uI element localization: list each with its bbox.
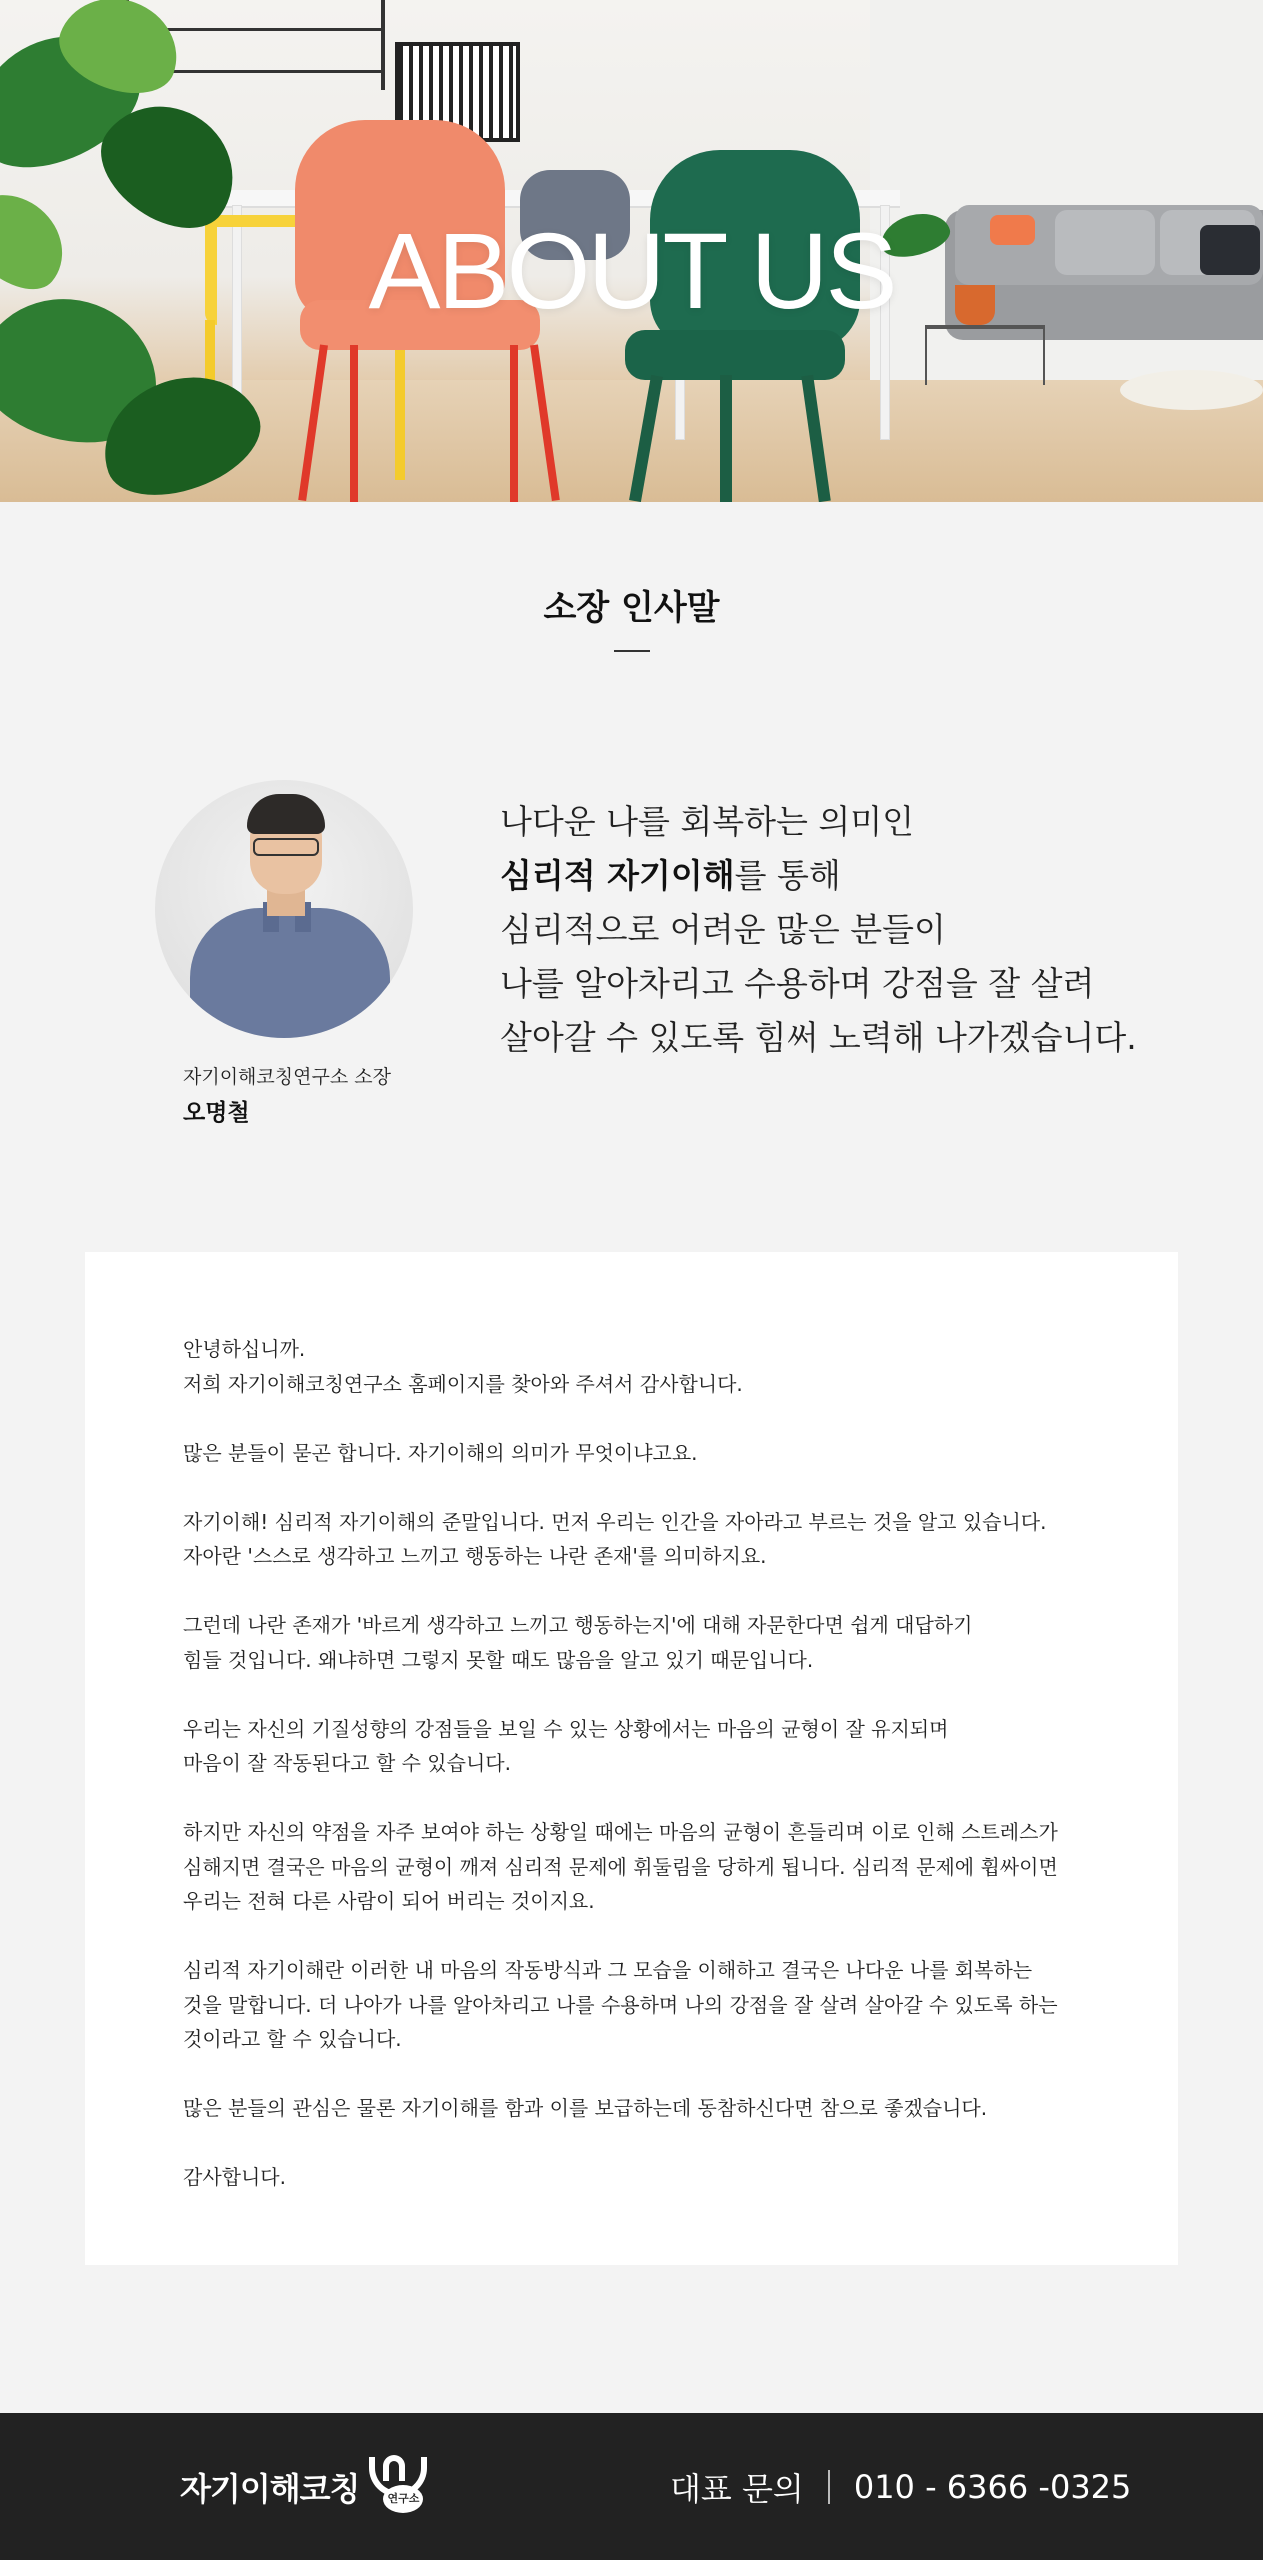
letter-paragraph	[183, 1815, 1103, 1919]
motto-line: 살아갈 수 있도록 힘써 노력해 나가겠습니다.	[500, 1018, 1137, 1057]
hero-title: ABOUT US	[368, 210, 895, 331]
motto-highlight: 심리적 자기이해	[500, 856, 735, 895]
brand-mark-icon	[363, 2455, 433, 2519]
motto-line: 나다운 나를 회복하는 의미인	[500, 802, 915, 841]
letter-line: 힘들 것입니다. 왜냐하면 그렇지 못할 때도 많음을 알고 있기 때문입니다.	[183, 1647, 814, 1672]
letter-line: 안녕하십니까.	[183, 1337, 306, 1361]
letter-line: 많은 분들이 묻곤 합니다. 자기이해의 의미가 무엇이냐고요.	[183, 1440, 698, 1465]
contact-phone[interactable]: 010 - 6366 -0325	[853, 2468, 1132, 2506]
brand-name: 자기이해코칭	[180, 2470, 360, 2508]
hero-side-table	[925, 325, 1045, 385]
letter-line: 많은 분들의 관심은 물론 자기이해를 함과 이를 보급하는데 동참하신다면 참으로 좋겠습니다.	[183, 2096, 988, 2120]
greeting-letter	[183, 1332, 1103, 2229]
hero-rug	[1120, 370, 1263, 410]
motto-line	[500, 849, 1220, 903]
letter-line: 저희 자기이해코칭연구소 홈페이지를 찾아와 주셔서 감사합니다.	[183, 1371, 743, 1396]
footer-brand-logo[interactable]	[180, 2459, 433, 2515]
brand-badge: 연구소	[383, 2485, 423, 2513]
letter-line: 그런데 나란 존재가 '바르게 생각하고 느끼고 행동하는지'에 대해 자문한다면 쉽게 대답하기	[183, 1613, 973, 1637]
letter-paragraph	[183, 1436, 1103, 1471]
director-photo	[155, 780, 413, 1038]
footer-contact	[670, 2459, 1131, 2515]
director-role: 자기이해코칭연구소 소장	[183, 1066, 391, 1088]
letter-line: 하지만 자신의 약점을 자주 보여야 하는 상황일 때에는 마음의 균형이 흔들리며 이로 인해 스트레스가	[183, 1820, 1058, 1844]
letter-line: 마음이 잘 작동된다고 할 수 있습니다.	[183, 1751, 511, 1775]
letter-line: 우리는 자신의 기질성향의 강점들을 보일 수 있는 상황에서는 마음의 균형이 잘 유지되며	[183, 1716, 949, 1741]
letter-paragraph	[183, 1953, 1103, 2057]
letter-line: 심리적 자기이해란 이러한 내 마음의 작동방식과 그 모습을 이해하고 결국은 나다운 나를 회복하는	[183, 1958, 1033, 1982]
director-name: 오명철	[183, 1100, 250, 1126]
letter-paragraph	[183, 1712, 1103, 1781]
contact-label: 대표 문의	[670, 2470, 804, 2508]
letter-line: 우리는 전혀 다른 사람이 되어 버리는 것이지요.	[183, 1889, 595, 1913]
letter-line: 것이라고 할 수 있습니다.	[183, 2027, 402, 2051]
letter-paragraph	[183, 2091, 1103, 2126]
letter-paragraph	[183, 1608, 1103, 1677]
section-title: 소장 인사말	[543, 588, 720, 628]
letter-line: 심해지면 결국은 마음의 균형이 깨져 심리적 문제에 휘둘림을 당하게 됩니다. 심리적 문제에 휩싸이면	[183, 1854, 1058, 1879]
letter-line: 자기이해! 심리적 자기이해의 준말입니다. 먼저 우리는 인간을 자아라고 부르는 것을 알고 있습니다.	[183, 1509, 1047, 1534]
letter-paragraph	[183, 1505, 1103, 1574]
letter-line: 자아란 '스스로 생각하고 느끼고 행동하는 나란 존재'를 의미하지요.	[183, 1544, 767, 1568]
director-motto	[500, 795, 1220, 1065]
letter-paragraph	[183, 2160, 1103, 2195]
motto-line: 나를 알아차리고 수용하며 강점을 잘 살려	[500, 964, 1095, 1003]
letter-paragraph	[183, 1332, 1103, 1401]
footer	[0, 2413, 1263, 2560]
hero-banner	[0, 0, 1263, 502]
letter-line: 것을 말합니다. 더 나아가 나를 알아차리고 나를 수용하며 나의 강점을 잘 살려 살아갈 수 있도록 하는	[183, 1992, 1058, 2017]
letter-line: 감사합니다.	[183, 2165, 286, 2189]
section-title-underline	[614, 650, 650, 652]
contact-divider	[828, 2470, 830, 2504]
motto-line-rest: 를 통해	[734, 856, 841, 895]
motto-line: 심리적으로 어려운 많은 분들이	[500, 910, 946, 949]
